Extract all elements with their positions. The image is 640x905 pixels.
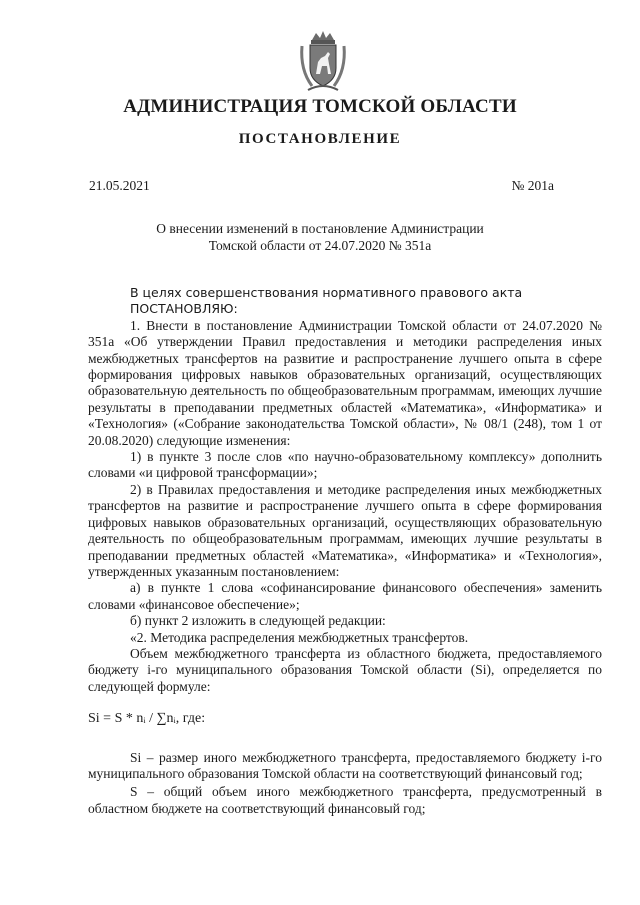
paragraph-1: 1. Внести в постановление Администрации Томской области от 24.07.2020 № 351а «Об утверждении Правил предоставления и методики распределения иных межбюджетных трансфертов на развитие и распространение лучшего опыта в сфере формирования цифровых навыков образовательных организаций, осуществляющих образовательную деятельность по общеобразовательным программам, имеющих лучшие результаты в преподавании предметных областей «Математика», «Информатика» и «Технология» («Собрание законодательства Томской области», № 08/1 (248), том 1 от 20.08.2020) следующие изменения: [88,317,602,448]
paragraph-1-1: 1) в пункте 3 после слов «по научно-образовательному комплексу» дополнить словами «и цифровой трансформации»; [88,449,602,481]
document-body [88,285,602,819]
formula: Si = S * nᵢ / ∑nᵢ, где: [88,711,206,727]
definition-si: Si – размер иного межбюджетного трансферта, предоставляемого бюджету i-го муниципального образования Томской области на соответствующий финансовый год; [88,749,602,781]
paragraph-b: б) пункт 2 изложить в следующей редакции: [130,613,386,629]
decree-word: ПОСТАНОВЛЯЮ: [130,301,238,317]
paragraph-methodology: «2. Методика распределения межбюджетных трансфертов. [130,629,469,645]
document-date: 21.05.2021 [89,178,150,193]
organization-title: АДМИНИСТРАЦИЯ ТОМСКОЙ ОБЛАСТИ [123,96,517,117]
document-subject [0,220,640,254]
document-type: ПОСТАНОВЛЕНИЕ [238,131,402,147]
paragraph-a: а) в пункте 1 слова «софинансирование финансового обеспечения» заменить словами «финансовое обеспечение»; [88,580,602,612]
subject-line-1: О внесении изменений в постановление Администрации [156,221,484,236]
subject-line-2: Томской области от 24.07.2020 № 351а [208,238,432,253]
preamble: В целях совершенствования нормативного правового акта [130,285,523,300]
document-number: № 201а [511,178,554,193]
paragraph-1-2: 2) в Правилах предоставления и методике распределения иных межбюджетных трансфертов на развитие и распространение лучшего опыта в сфере формирования цифровых навыков образовательных организаций, осуществляющих образовательную деятельность по общеобразовательным программам, имеющих лучшие результаты в преподавании предметных областей «Математика», «Информатика» и «Технология», утвержденных указанным постановлением: [88,481,602,579]
coat-of-arms-icon [298,30,348,94]
paragraph-volume: Объем межбюджетного трансферта из областного бюджета, предоставляемого бюджету i-го муниципального образования Томской области (Si), определяется по следующей формуле: [88,645,602,694]
definition-s: S – общий объем иного межбюджетного трансферта, предусмотренный в областном бюджете на соответствующий финансовый год; [88,784,602,816]
